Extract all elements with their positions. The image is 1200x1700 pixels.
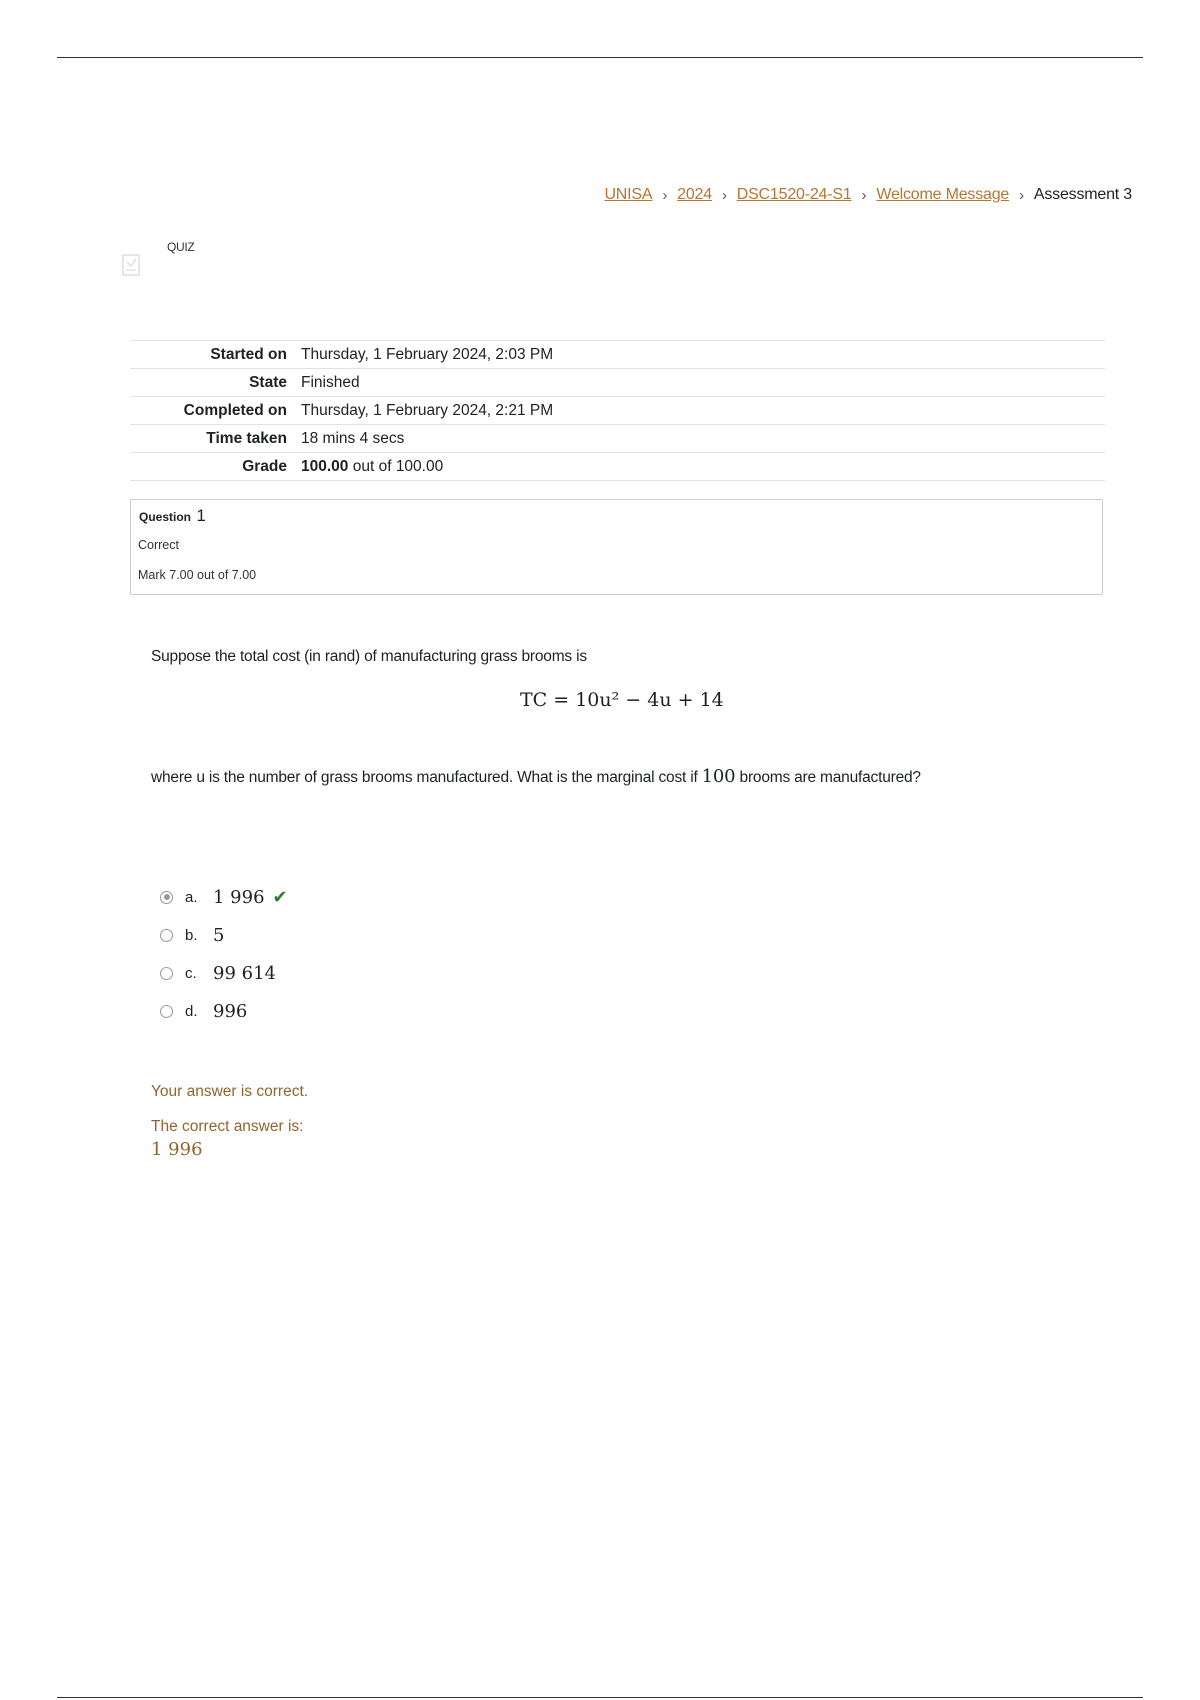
summary-label-time: Time taken [206, 429, 287, 447]
attempt-summary-table [130, 340, 1105, 481]
chevron-right-icon: › [1019, 186, 1024, 204]
breadcrumb-link-unisa[interactable]: UNISA [604, 186, 653, 203]
breadcrumb [604, 186, 1132, 204]
answer-option-d[interactable] [160, 992, 288, 1030]
breadcrumb-link-course[interactable]: DSC1520-24-S1 [736, 186, 852, 203]
option-value: 1 996 [213, 886, 265, 908]
question-prompt [151, 766, 921, 787]
feedback-correct-label: The correct answer is: [151, 1118, 304, 1135]
summary-value-time: 18 mins 4 secs [301, 429, 405, 447]
answer-option-c[interactable] [160, 954, 288, 992]
checkmark-icon: ✔ [272, 886, 288, 907]
question-number-value: 1 [196, 506, 206, 525]
radio-button-c[interactable] [160, 967, 173, 980]
table-row [130, 369, 1105, 397]
option-letter: c. [185, 964, 197, 982]
option-value: 99 614 [213, 962, 276, 984]
chevron-right-icon: › [662, 186, 668, 204]
answer-feedback [151, 1083, 308, 1160]
feedback-correct-value: 1 996 [151, 1139, 203, 1160]
option-value: 996 [213, 1000, 248, 1022]
question-prompt-number: 100 [701, 766, 736, 787]
radio-button-b[interactable] [160, 929, 173, 942]
bottom-rule [57, 1697, 1143, 1698]
question-info-box [130, 499, 1103, 595]
quiz-icon [122, 254, 140, 276]
summary-label-grade: Grade [242, 457, 287, 475]
radio-button-d[interactable] [160, 1005, 173, 1018]
feedback-status: Your answer is correct. [151, 1083, 309, 1100]
summary-value-started: Thursday, 1 February 2024, 2:03 PM [301, 345, 554, 363]
option-letter: b. [185, 926, 198, 944]
table-row [130, 341, 1105, 369]
activity-type-label: QUIZ [167, 240, 195, 254]
summary-value-grade [301, 453, 1105, 481]
chevron-right-icon: › [861, 186, 867, 204]
answer-options [160, 878, 288, 1030]
breadcrumb-link-year[interactable]: 2024 [677, 186, 712, 203]
question-prompt-after: brooms are manufactured? [735, 769, 921, 786]
grade-score: 100.00 [301, 457, 349, 475]
radio-button-a[interactable] [160, 891, 173, 904]
breadcrumb-link-welcome[interactable]: Welcome Message [876, 186, 1010, 203]
summary-label-started: Started on [210, 345, 287, 363]
summary-value-state: Finished [301, 373, 360, 391]
question-state: Correct [138, 538, 179, 552]
question-mark: Mark 7.00 out of 7.00 [138, 568, 257, 582]
grade-total: out of 100.00 [348, 457, 444, 475]
question-number [139, 506, 206, 526]
table-row [130, 397, 1105, 425]
chevron-right-icon: › [721, 186, 727, 204]
summary-value-completed: Thursday, 1 February 2024, 2:21 PM [301, 401, 554, 419]
table-row [130, 425, 1105, 453]
question-text: Suppose the total cost (in rand) of manufacturing grass brooms is [151, 648, 587, 665]
table-row [130, 453, 1105, 481]
answer-option-b[interactable] [160, 916, 288, 954]
option-letter: d. [185, 1002, 198, 1020]
question-label: Question [139, 510, 192, 524]
option-letter: a. [185, 888, 198, 906]
answer-option-a[interactable] [160, 878, 288, 916]
summary-label-completed: Completed on [183, 401, 287, 419]
question-prompt-before: where u is the number of grass brooms manufactured. What is the marginal cost if [151, 769, 702, 786]
breadcrumb-current: Assessment 3 [1033, 186, 1132, 203]
option-value: 5 [213, 924, 225, 946]
top-rule [57, 57, 1143, 58]
summary-label-state: State [249, 373, 287, 391]
question-formula: TC = 10u² − 4u + 14 [520, 689, 724, 711]
